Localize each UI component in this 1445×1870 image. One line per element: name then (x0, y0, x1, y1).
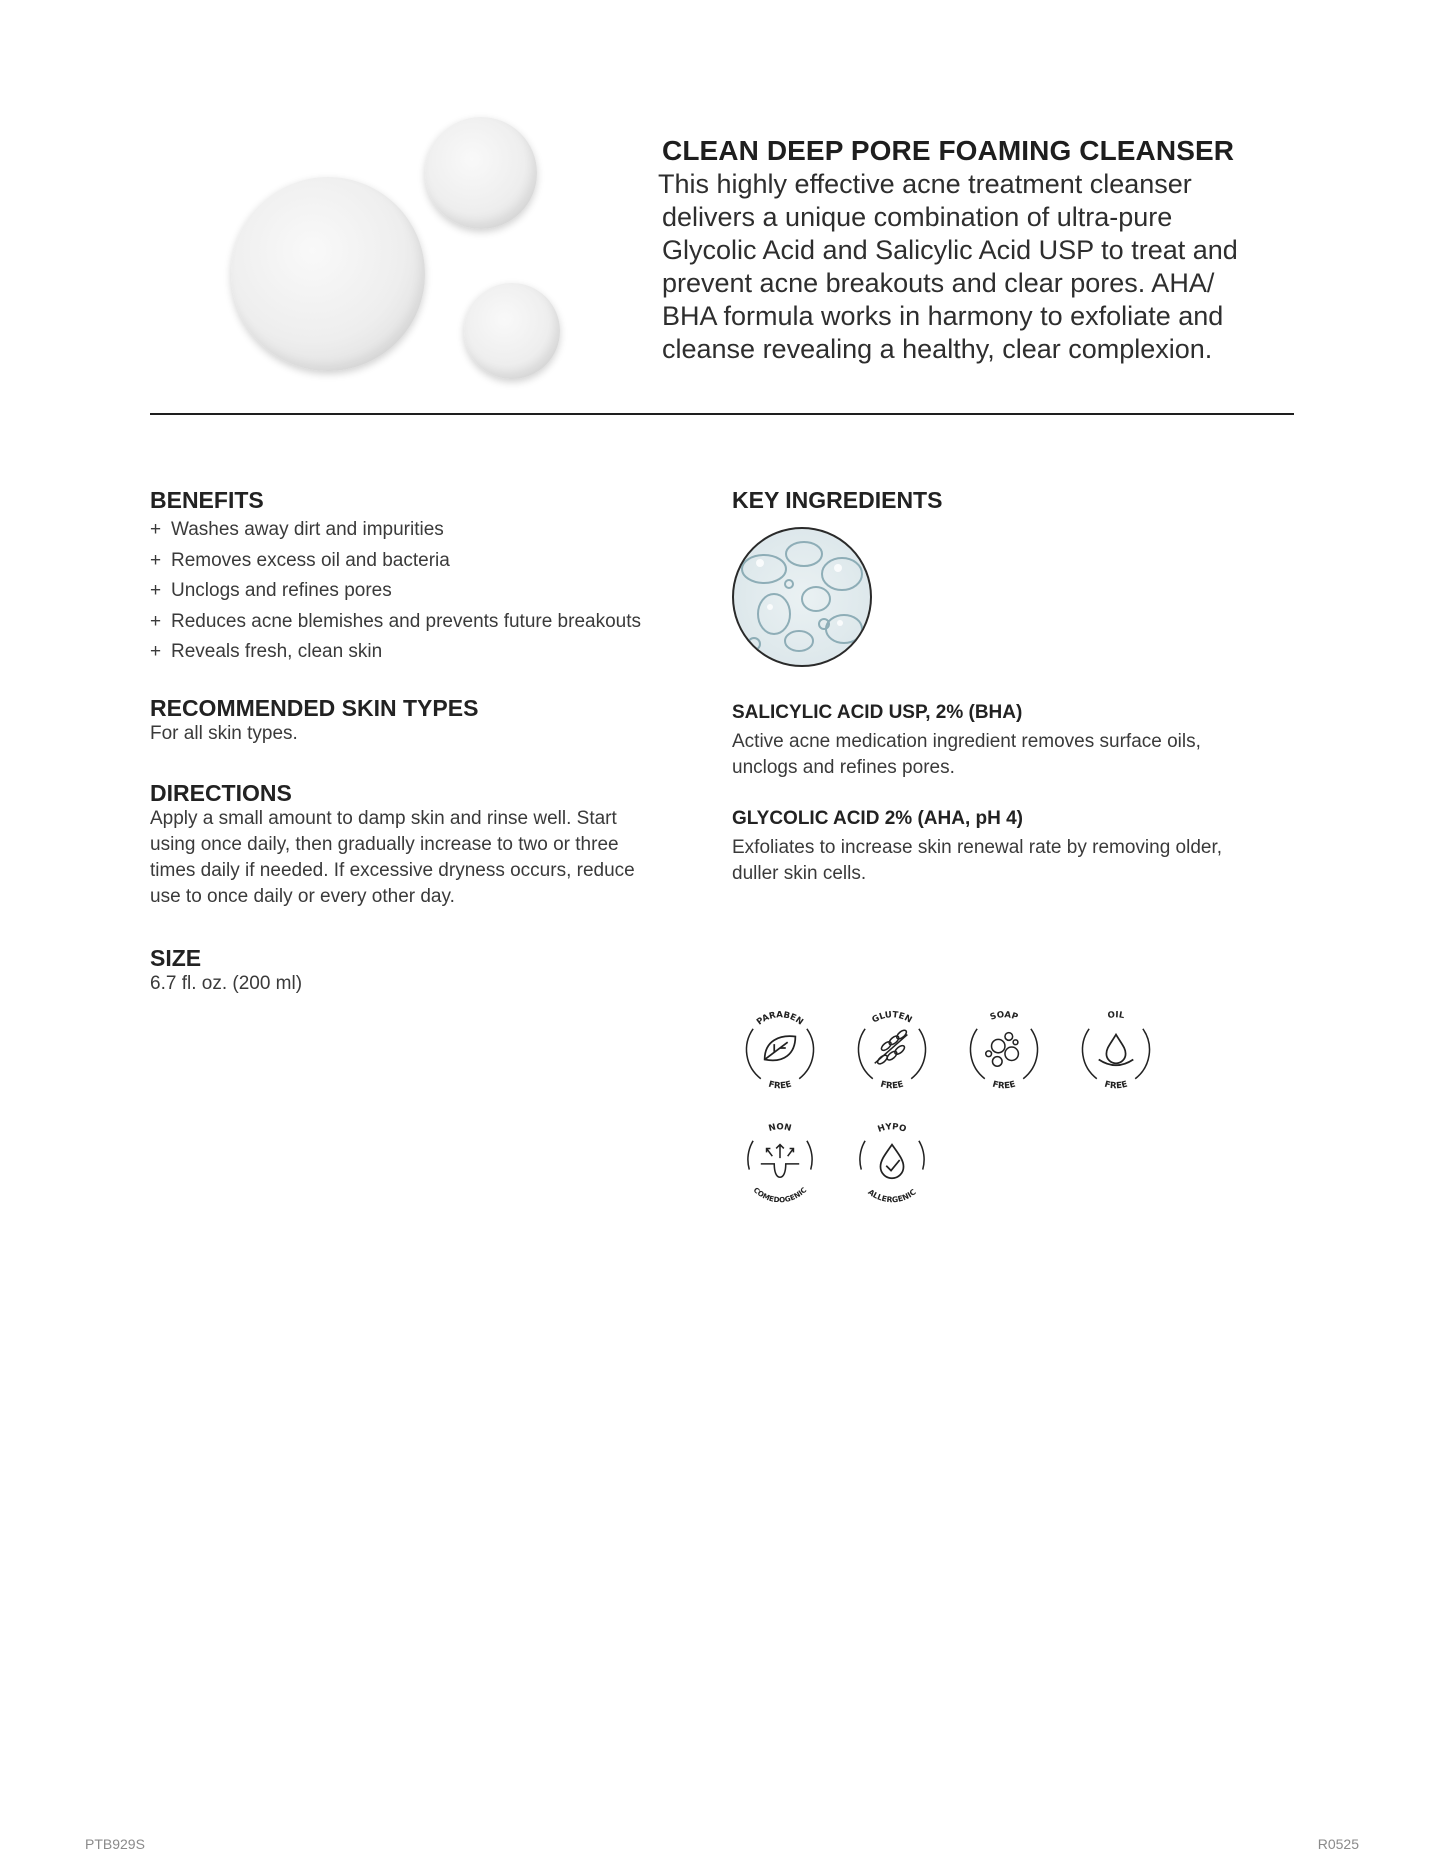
wheat-icon (875, 1029, 908, 1066)
benefit-text: Reduces acne blemishes and prevents future breakouts (171, 610, 641, 632)
bubbles-icon (986, 1033, 1019, 1067)
badge-non-comedogenic (732, 1112, 828, 1208)
ingredient-item (732, 701, 1292, 781)
badge-top-label: GLUTEN (870, 1010, 914, 1026)
directions-line: Apply a small amount to damp skin and rinse well. Start (150, 807, 617, 829)
svg-text:FREE (1103, 1080, 1129, 1092)
leaf-icon (765, 1036, 796, 1060)
description-line: prevent acne breakouts and clear pores. AHA/ (662, 268, 1215, 298)
key-ingredients-heading: KEY INGREDIENTS (732, 487, 943, 513)
plus-bullet: + (150, 580, 162, 601)
badge-bottom-label: FREE (767, 1079, 793, 1092)
directions-heading: DIRECTIONS (150, 779, 292, 806)
ingredient-gel-image (732, 527, 872, 667)
badge-top-label: OIL (1107, 1010, 1126, 1022)
plus-bullet: + (150, 519, 162, 540)
size-text: 6.7 fl. oz. (200 ml) (150, 972, 303, 994)
list-item (150, 637, 690, 668)
foam-bubble-medium (425, 117, 537, 229)
directions-section (150, 780, 690, 910)
ingredient-description (732, 835, 1292, 887)
benefit-text: Reveals fresh, clean skin (171, 641, 383, 662)
ingredient-line: Active acne medication ingredient removes surface oils, (732, 731, 1201, 752)
svg-text:FREE (879, 1080, 905, 1092)
foam-bubble-small (464, 283, 560, 379)
product-title: CLEAN DEEP PORE FOAMING CLEANSER (662, 135, 1235, 166)
list-item (150, 607, 690, 638)
badge-top-label: PARABEN (755, 1010, 805, 1028)
badge-bottom-label: FREE (879, 1079, 905, 1092)
pore-icon (761, 1145, 799, 1178)
benefit-text: Washes away dirt and impurities (171, 519, 444, 540)
svg-text:PARABEN (755, 1010, 805, 1027)
svg-text:COMEDOGENIC (752, 1185, 809, 1204)
directions-line: times daily if needed. If excessive dryness occurs, reduce (150, 859, 635, 881)
right-column (732, 487, 1292, 887)
ingredient-line: Exfoliates to increase skin renewal rate by removing older, (732, 837, 1223, 858)
ingredient-description (732, 729, 1292, 781)
product-hero (658, 134, 1282, 366)
directions-text (150, 806, 690, 910)
svg-text:NON (768, 1122, 793, 1134)
plus-bullet: + (150, 549, 162, 571)
badge-oil-free (1068, 1000, 1164, 1096)
svg-text:HYPO (877, 1122, 908, 1135)
left-column (150, 487, 690, 997)
ingredient-line: unclogs and refines pores. (732, 757, 955, 778)
svg-text:ALLERGENIC (866, 1187, 918, 1204)
benefits-list (150, 515, 690, 668)
list-item (150, 546, 690, 577)
plus-bullet: + (150, 610, 162, 632)
svg-text:SOAP (989, 1010, 1019, 1023)
gel-bubbles-illustration (734, 529, 872, 667)
svg-text:FREE (767, 1080, 793, 1092)
svg-text:OIL (1107, 1010, 1126, 1021)
description-line: This highly effective acne treatment cleanser (658, 169, 1192, 199)
badge-bottom-label: FREE (1103, 1079, 1129, 1092)
description-line: delivers a unique combination of ultra-pure (662, 202, 1173, 232)
footer-code-right: R0525 (1317, 1836, 1359, 1852)
oil-drop-icon (1099, 1035, 1134, 1066)
skin-types-text: For all skin types. (150, 722, 298, 744)
ingredient-name: GLYCOLIC ACID 2% (AHA, pH 4) (732, 808, 1024, 829)
svg-text:FREE (991, 1080, 1017, 1092)
description-line: BHA formula works in harmony to exfoliate and (662, 301, 1224, 331)
badge-bottom-label: FREE (991, 1079, 1017, 1092)
product-description (658, 168, 1282, 366)
ingredient-item (732, 807, 1292, 887)
size-heading: SIZE (150, 944, 202, 971)
description-line: cleanse revealing a healthy, clear complexion. (662, 334, 1213, 364)
skin-types-section (150, 695, 690, 747)
badge-top-label: NON (767, 1122, 793, 1134)
description-line: Glycolic Acid and Salicylic Acid USP to treat and (662, 235, 1238, 265)
badge-gluten-free (844, 1000, 940, 1096)
foam-bubble-large (231, 177, 425, 371)
ingredient-line: duller skin cells. (732, 863, 867, 884)
drop-check-icon (880, 1145, 903, 1179)
skin-types-heading: RECOMMENDED SKIN TYPES (150, 694, 479, 721)
section-divider (150, 413, 1294, 415)
directions-line: use to once daily or every other day. (150, 885, 455, 907)
list-item (150, 576, 690, 607)
badge-top-label: SOAP (988, 1010, 1020, 1023)
badge-paraben-free (732, 1000, 828, 1096)
free-from-badges (732, 1000, 1212, 1215)
plus-bullet: + (150, 641, 162, 662)
svg-text:GLUTEN (871, 1010, 914, 1025)
benefit-text: Unclogs and refines pores (171, 580, 392, 601)
badge-bottom-label: ALLERGENIC (866, 1187, 918, 1205)
directions-line: using once daily, then gradually increase to two or three (150, 833, 619, 855)
footer-code-left: PTB929S (85, 1836, 145, 1852)
benefits-heading: BENEFITS (150, 487, 264, 513)
size-section (150, 945, 690, 997)
badge-top-label: HYPO (876, 1122, 908, 1135)
badge-hypo-allergenic (844, 1112, 940, 1208)
list-item (150, 515, 690, 546)
badge-soap-free (956, 1000, 1052, 1096)
ingredient-name: SALICYLIC ACID USP, 2% (BHA) (732, 702, 1023, 723)
benefit-text: Removes excess oil and bacteria (171, 549, 450, 571)
badge-bottom-label: COMEDOGENIC (751, 1185, 809, 1205)
